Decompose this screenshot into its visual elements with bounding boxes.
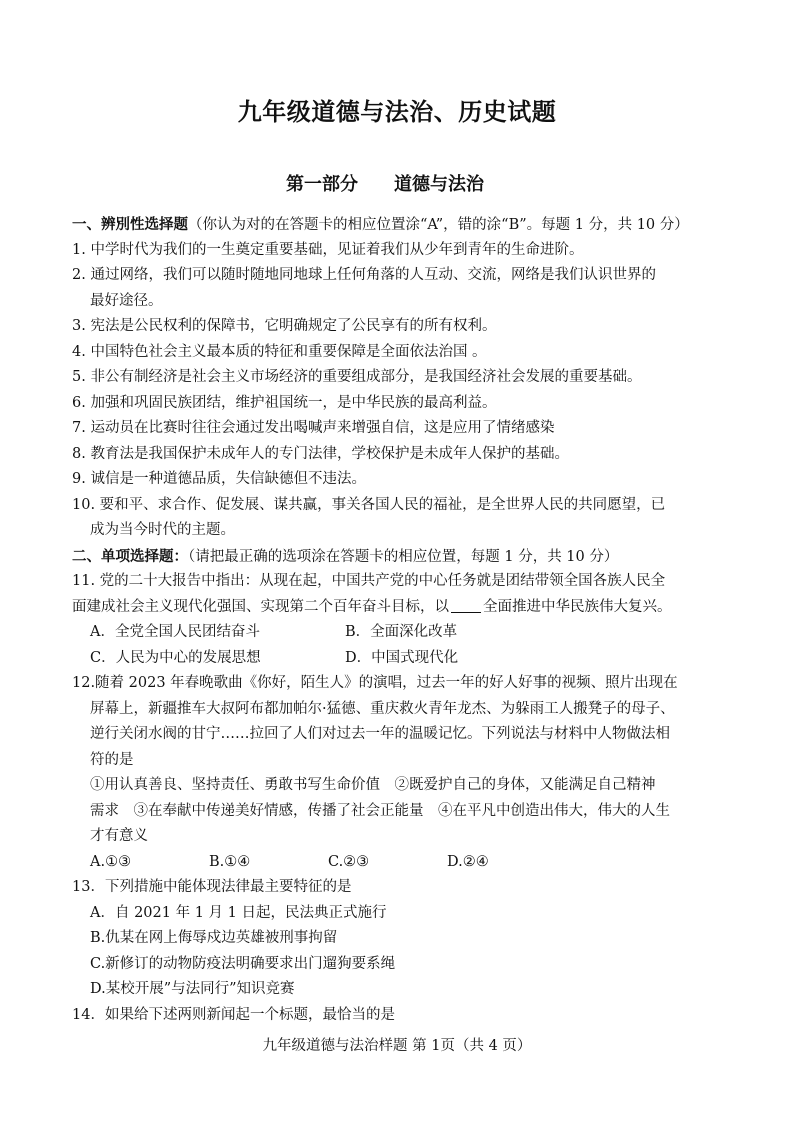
option-d: D.某校开展”与法同行”知识竞赛 (90, 981, 295, 997)
section1-heading: 一、辨別性选择题（你认为对的在答题卡的相应位置涂“A”，错的涂“B”。每题 1 分，共 10 分） (72, 216, 689, 233)
option-d: D．中国式现代化 (345, 649, 459, 666)
exam-title: 九年级道德与法治、历史试题 (237, 98, 557, 126)
question-8: 8. 教育法是我国保护未成年人的专门法律，学校保护是未成年人保护的基础。 (72, 445, 569, 462)
question-11: 11. 党的二十大报告中指出：从现在起，中国共产党的中心任务就是团结带领全国各族人民全 (72, 573, 666, 589)
option-a: A．全党全国人民团结奋斗 (90, 624, 260, 640)
option-a: A.①③ (90, 853, 132, 870)
question-11-options-row2 (72, 646, 732, 672)
option-b: B.仇某在网上侮辱戍边英雄被刑事拘留 (90, 930, 338, 946)
answer-blank (451, 596, 481, 613)
part-heading (286, 170, 484, 196)
question-11-cont: 面建成社会主义现代化强国、实现第二个百年奋斗目标，以 全面推进中华民族伟大复兴。 (72, 595, 732, 621)
question-9: 9. 诚信是一种道德品质，失信缺德但不违法。 (72, 471, 366, 487)
question-12-statements-1: ①用认真善良、坚持责任、勇敢书写生命价值 ②既爱护自己的身体，又能满足自己精神 (90, 777, 656, 793)
part-subject: 道德与法治 (394, 174, 484, 195)
question-14: 14．如果给下述两则新闻起一个标题，最恰当的是 (72, 1006, 395, 1023)
question-7: 7. 运动员在比赛时往往会通过发出喝喊声来增强自信，这是应用了情绪感染 (72, 420, 555, 436)
option-c: C.②③ (328, 853, 370, 870)
question-12-line2: 屏幕上，新疆推车大叔阿布都加帕尔·猛德、重庆救火青年龙杰、为躲雨工人搬凳子的母子、 (90, 700, 675, 717)
option-d: D.②④ (447, 853, 489, 870)
question-12-line4: 符的是 (90, 751, 134, 768)
part-label: 第一部分 (286, 174, 358, 195)
question-6: 6. 加强和巩固民族团结，维护祖国统一，是中华民族的最高利益。 (72, 394, 497, 411)
question-11-options-row1 (72, 620, 732, 646)
section1-note: （你认为对的在答题卡的相应位置涂“A”，错的涂“B”。每题 1 分，共 10 分） (188, 217, 689, 233)
question-3: 3. 宪法是公民权利的保障书，它明确规定了公民享有的所有权利。 (72, 318, 497, 334)
section2-note: （请把最正确的选项涂在答题卡的相应位置，每题 1 分，共 10 分） (188, 548, 619, 565)
question-10: 10. 要和平、求合作、促发展、谋共赢，事关各国人民的福祉，是全世界人民的共同愿望，已 (72, 496, 666, 513)
question-5: 5. 非公有制经济是社会主义市场经济的重要组成部分，是我国经济社会发展的重要基础。 (72, 369, 642, 385)
question-2: 2. 通过网络，我们可以随时随地同地球上任何角落的人互动、交流，网络是我们认识世界的 (72, 267, 656, 283)
question-12-options (72, 850, 732, 876)
option-c: C.新修订的动物防疫法明确要求出门遛狗要系绳 (90, 955, 396, 972)
question-4: 4. 中国特色社会主义最本质的特征和重要保障是全面依法治国 。 (72, 343, 487, 360)
question-12-statements-2: 需求 ③在奉献中传递美好情感，传播了社会正能量 ④在平凡中创造出伟大，伟大的人生 (90, 802, 670, 819)
question-10-cont: 成为当今时代的主题。 (90, 522, 235, 538)
page-footer: 九年级道德与法治样题 第 1页（共 4 页） (262, 1038, 532, 1054)
option-b: B．全面深化改革 (345, 624, 458, 640)
question-2-cont: 最好途径。 (90, 292, 163, 309)
option-a: A．自 2021 年 1 月 1 日起，民法典正式施行 (90, 904, 387, 921)
exam-content (72, 212, 732, 1028)
question-12-line3: 逆行关闭水阀的甘宁……拉回了人们对过去一年的温暖记忆。下列说法与材料中人物做法相 (90, 726, 670, 742)
question-12: 12.随着 2023 年春晚歌曲《你好，陌生人》的演唱，过去一年的好人好事的视频、照片出现在 (72, 675, 678, 691)
section2-heading: 二、单项选择题：（请把最正确的选项涂在答题卡的相应位置，每题 1 分，共 10 分） (72, 547, 619, 565)
option-c: C．人民为中心的发展思想 (90, 649, 261, 666)
question-12-statements-3: 才有意义 (90, 828, 148, 844)
option-b: B.①④ (209, 853, 251, 870)
question-1: 1. 中学时代为我们的一生奠定重要基础，见证着我们从少年到青年的生命进阶。 (72, 241, 584, 258)
question-13: 13．下列措施中能体现法律最主要特征的是 (72, 879, 352, 895)
